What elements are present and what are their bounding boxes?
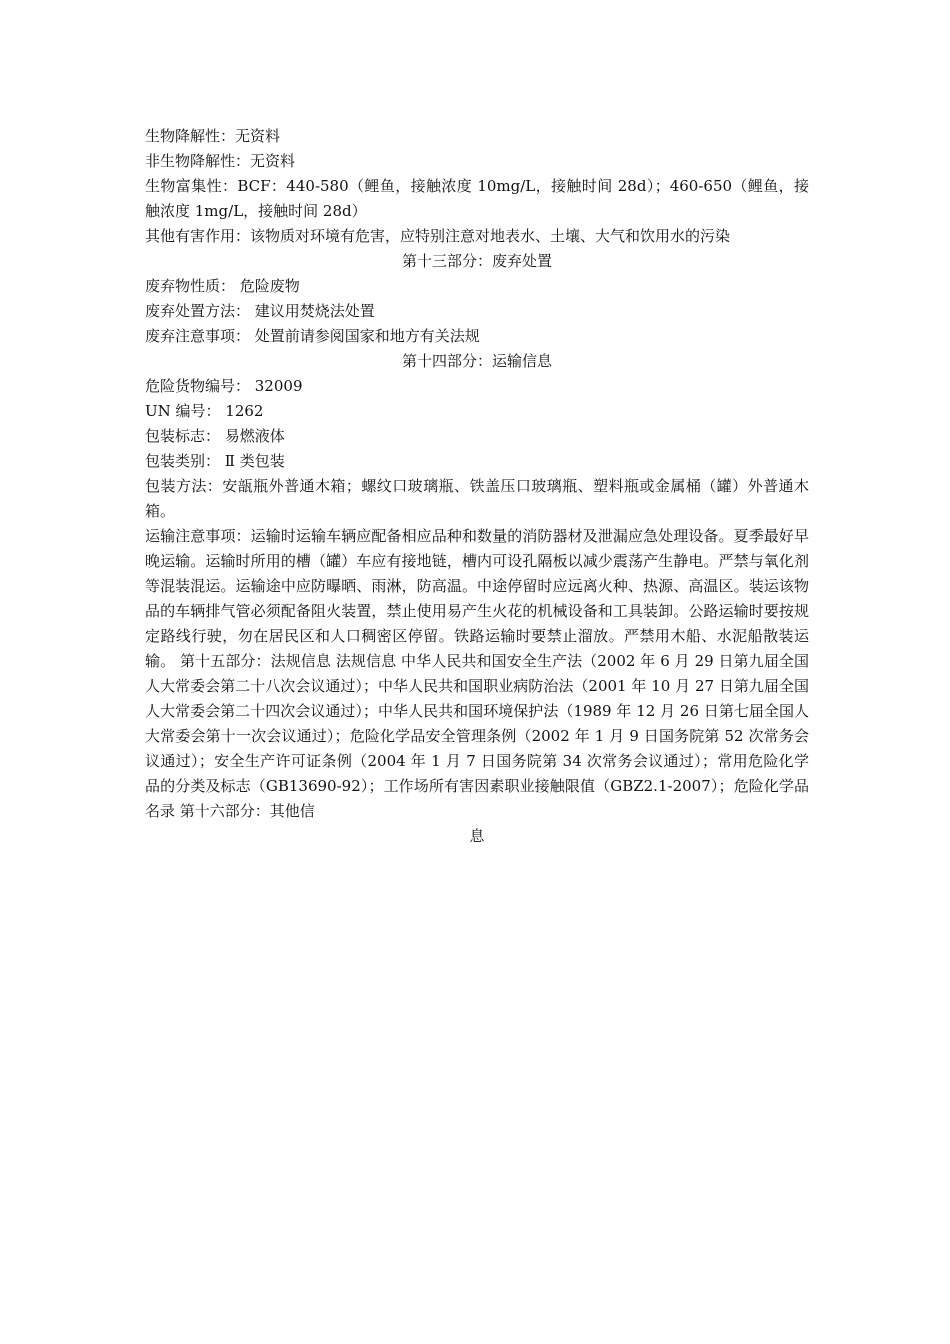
- dangerous-goods-number-line: 危险货物编号： 32009: [145, 377, 303, 395]
- disposal-method-line: 废弃处置方法： 建议用焚烧法处置: [145, 302, 375, 320]
- section13-heading: 第十三部分：废弃处置: [401, 252, 552, 270]
- document-body: [145, 124, 809, 849]
- section14-heading: 第十四部分：运输信息: [401, 352, 552, 370]
- packaging-mark-line: 包装标志： 易燃液体: [145, 427, 285, 445]
- trailing-line: 息: [469, 827, 485, 845]
- packaging-class-line: 包装类别： Ⅱ 类包装: [145, 452, 285, 470]
- abiotic-degradability-line: 非生物降解性：无资料: [145, 152, 296, 170]
- packaging-method-paragraph: 包装方法：安瓿瓶外普通木箱；螺纹口玻璃瓶、铁盖压口玻璃瓶、塑料瓶或金属桶（罐）外普通木箱。: [145, 477, 809, 520]
- disposal-notes-line: 废弃注意事项： 处置前请参阅国家和地方有关法规: [145, 327, 480, 345]
- other-harmful-effects-line: 其他有害作用：该物质对环境有危害，应特别注意对地表水、土壤、大气和饮用水的污染: [145, 227, 731, 245]
- un-number-line: UN 编号： 1262: [145, 402, 264, 420]
- biodegradability-line: 生物降解性：无资料: [145, 127, 281, 145]
- bioaccumulation-line: 生物富集性：BCF：440-580（鲤鱼，接触浓度 10mg/L，接触时间 28d）；460-650（鲤鱼，接触浓度 1mg/L，接触时间 28d）: [145, 177, 809, 220]
- transport-notes-paragraph: 运输注意事项：运输时运输车辆应配备相应品种和数量的消防器材及泄漏应急处理设备。夏季最好早晚运输。运输时所用的槽（罐）车应有接地链，槽内可设孔隔板以减少震荡产生静电。严禁与氧化剂等混装混运。运输途中应防曝晒、雨淋，防高温。中途停留时应远离火种、热源、高温区。装运该物品的车辆排气管必须配备阻火装置，禁止使用易产生火花的机械设备和工具装卸。公路运输时要按规定路线行驶，勿在居民区和人口稠密区停留。铁路运输时要禁止溜放。严禁用木船、水泥船散装运输。 第十五部分：法规信息 法规信息 中华人民共和国安全生产法（2002 年 6 月 29 日第九届全国人大常委会第二十八次会议通过）；中华人民共和国职业病防治法（2001 年 10 月 27 日第九届全国人大常委会第二十四次会议通过）；中华人民共和国环境保护法（1989 年 12 月 26 日第七届全国人大常委会第十一次会议通过）；危险化学品安全管理条例（2002 年 1 月 9 日国务院第 52 次常务会议通过）；安全生产许可证条例（2004 年 1 月 7 日国务院第 34 次常务会议通过）；常用危险化学品的分类及标志（GB13690-92）；工作场所有害因素职业接触限值（GBZ2.1-2007）；危险化学品名录 第十六部分：其他信: [145, 527, 809, 820]
- waste-nature-line: 废弃物性质： 危险废物: [145, 277, 300, 295]
